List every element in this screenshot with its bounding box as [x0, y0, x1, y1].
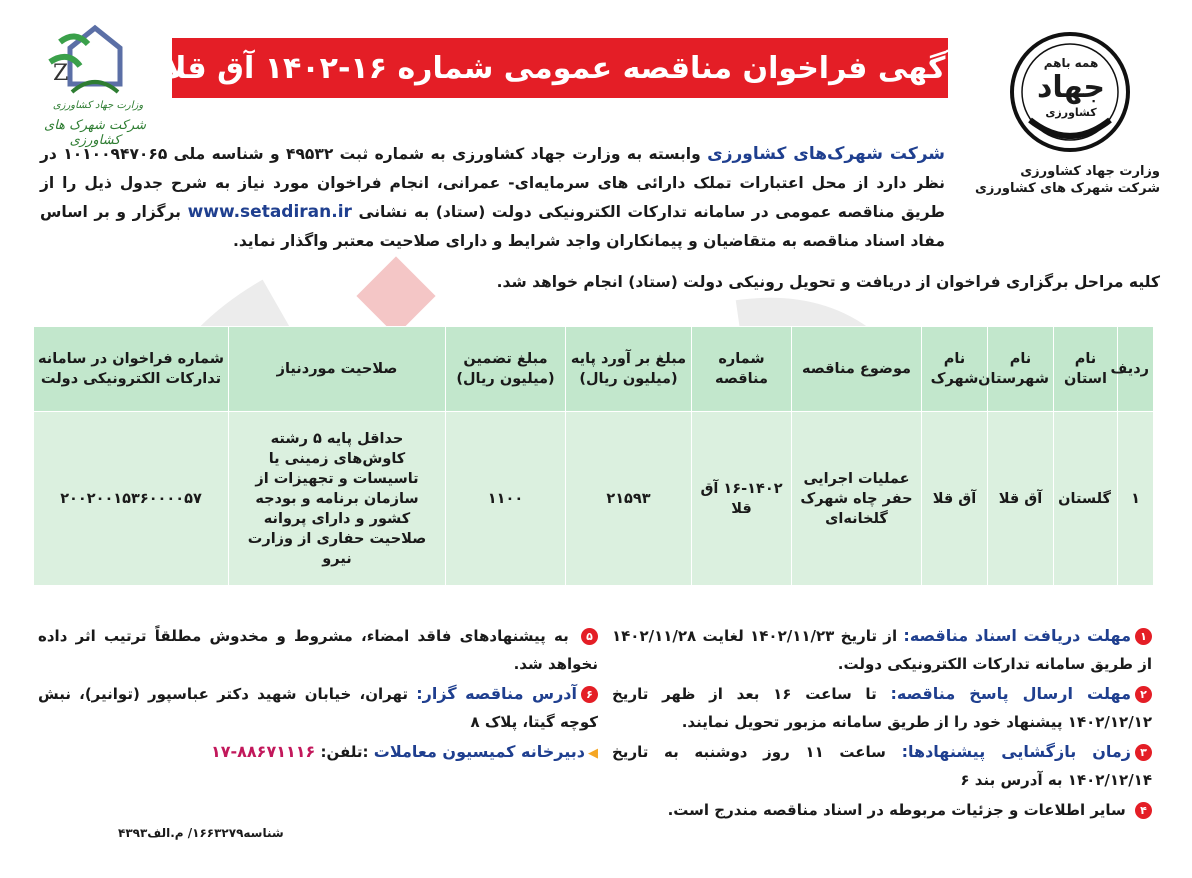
item-1-label: مهلت دریافت اسناد مناقصه: [903, 626, 1131, 645]
intro-text-2: برگزار و بر اساس مفاد اسناد مناقصه به متقاضیان و پیمانکاران واجد شرایط و دارای صلاحیت معتبر واگذار نماید. [40, 203, 945, 250]
item-3 [612, 738, 1152, 794]
seal-main-text: جهاد [1036, 70, 1106, 105]
cell-call-number: ۲۰۰۲۰۰۱۵۳۶۰۰۰۰۵۷ [34, 412, 229, 586]
col-header-province: نام استان [1054, 327, 1118, 412]
intro-paragraph [40, 140, 945, 256]
cell-county: آق قلا [988, 412, 1054, 586]
cell-guarantee: ۱۱۰۰ [446, 412, 566, 586]
footer-id: شناسه۱۶۶۳۲۷۹/ م.الف۴۳۹۳ [118, 826, 284, 840]
cell-province: گلستان [1054, 412, 1118, 586]
right-logo-caption-2: شرکت شهرک های کشاورزی [975, 181, 1160, 196]
intro-last-line: کلیه مراحل برگزاری فراخوان از دریافت و تحویل رونیکی دولت (ستاد) انجام خواهد شد. [496, 273, 1160, 291]
table-row [34, 412, 1154, 586]
cell-row-number: ۱ [1118, 412, 1154, 586]
cell-qualification: حداقل پایه ۵ رشته کاوش‌های زمینی یا تاسیسات و تجهیزات از سازمان برنامه و بودجه کشور و دارای پروانه صلاحیت حفاری از وزارت نیرو [229, 412, 446, 586]
item-4 [612, 796, 1152, 824]
item-number-badge: ۵ [581, 628, 598, 645]
item-2-label: مهلت ارسال پاسخ مناقصه: [890, 684, 1131, 703]
item-number-badge: ۶ [581, 686, 598, 703]
item-6-label: آدرس مناقصه گزار: [416, 684, 578, 703]
arrow-left-icon: ◀ [588, 746, 598, 761]
ministry-logo [20, 22, 170, 148]
item-2-text: تا ساعت ۱۶ بعد از ظهر تاریخ ۱۴۰۲/۱۲/۱۲ پیشنهاد خود را از طریق سامانه مزبور تحویل نمایند. [612, 685, 1152, 731]
col-header-call-number: شماره فراخوان در سامانه تدارکات الکترونیکی دولت [34, 327, 229, 412]
item-5-text: به پیشنهادهای فاقد امضاء، مشروط و مخدوش مطلقاً ترتیب اثر داده نخواهد شد. [38, 627, 598, 673]
col-header-qualification: صلاحیت موردنیاز [229, 327, 446, 412]
cell-estimate: ۲۱۵۹۳ [566, 412, 692, 586]
left-logo-caption-2: شرکت شهرک های کشاورزی [44, 118, 146, 148]
items-right-column [612, 622, 1152, 826]
secretariat-label: دبیرخانه کمیسیون معاملات [373, 742, 585, 761]
ministry-logo-icon [20, 22, 170, 102]
item-1-text: از تاریخ ۱۴۰۲/۱۱/۲۳ لغایت ۱۴۰۲/۱۱/۲۸ از طریق سامانه تدارکات الکترونیکی دولت. [612, 627, 1152, 673]
col-header-town: نام شهرک [922, 327, 988, 412]
col-header-guarantee: مبلغ تضمین (میلیون ریال) [446, 327, 566, 412]
tender-table [33, 326, 1154, 586]
right-logo-caption [950, 163, 1160, 197]
title-bar [164, 38, 956, 98]
col-header-row-number: ردیف [1118, 327, 1154, 412]
seal-bottom-text: کشاورزی [1045, 106, 1097, 119]
col-header-estimate: مبلغ بر آورد پایه (میلیون ریال) [566, 327, 692, 412]
item-1 [612, 622, 1152, 678]
phone-number: ۸۸۶۷۱۱۱۶-۱۷ [210, 742, 316, 761]
col-header-tender-number: شماره مناقصه [692, 327, 792, 412]
setad-link[interactable]: www.setadiran.ir [187, 202, 352, 222]
company-name: شرکت شهرک‌های کشاورزی [707, 144, 945, 164]
right-logo-caption-1: وزارت جهاد کشاورزی [1020, 164, 1160, 179]
left-logo-caption-1: وزارت جهاد کشاورزی [52, 100, 144, 111]
item-2 [612, 680, 1152, 736]
seal-top-text: همه باهم [1043, 56, 1099, 70]
page-title: آگهی فراخوان مناقصه عمومی شماره ۱۶-۱۴۰۲ آق قلا [164, 50, 956, 86]
jahad-seal [1000, 30, 1140, 155]
col-header-county: نام شهرستان [988, 327, 1054, 412]
item-3-label: زمان بازگشایی پیشنهادها: [901, 742, 1131, 761]
item-5 [38, 622, 598, 678]
table-header-row [34, 327, 1154, 412]
secretariat-line [38, 738, 598, 768]
item-3-text-a: ساعت ۱۱ روز [747, 743, 902, 761]
items-left-column [38, 622, 598, 770]
item-number-badge: ۱ [1135, 628, 1152, 645]
item-number-badge: ۲ [1135, 686, 1152, 703]
item-3-day: دوشنبه [694, 743, 748, 761]
item-number-badge: ۴ [1135, 802, 1152, 819]
cell-subject: عملیات اجرایی حفر چاه شهرک گلخانه‌ای [792, 412, 922, 586]
intro-text-1: وابسته به وزارت جهاد کشاورزی به شماره ثبت ۴۹۵۳۲ و شناسه ملی ۱۰۱۰۰۹۴۷۰۶۵ در نظر دارد از محل اعتبارات تملک دارائی های سرمایه‌ای- عمرانی، انجام فراخوان مورد نیاز به شرح جدول ذیل را از طریق مناقصه عمومی در سامانه تدارکات الکترونیکی دولت (ستاد) به نشانی [40, 145, 945, 221]
svg-text:Z: Z [53, 61, 69, 86]
item-6 [38, 680, 598, 736]
phone-label: :تلفن: [315, 743, 374, 761]
col-header-subject: موضوع مناقصه [792, 327, 922, 412]
item-4-text: سایر اطلاعات و جزئیات مربوطه در اسناد مناقصه مندرج است. [667, 801, 1131, 819]
cell-tender-number: ۱۶-۱۴۰۲ آق قلا [692, 412, 792, 586]
item-6-text: تهران، خیابان شهید دکتر عباسپور (توانیر)، نبش کوچه گیتا، پلاک ۸ [38, 685, 598, 731]
cell-town: آق قلا [922, 412, 988, 586]
item-3-text-b: به تاریخ ۱۴۰۲/۱۲/۱۴ به آدرس بند ۶ [612, 743, 1152, 789]
item-number-badge: ۳ [1135, 744, 1152, 761]
